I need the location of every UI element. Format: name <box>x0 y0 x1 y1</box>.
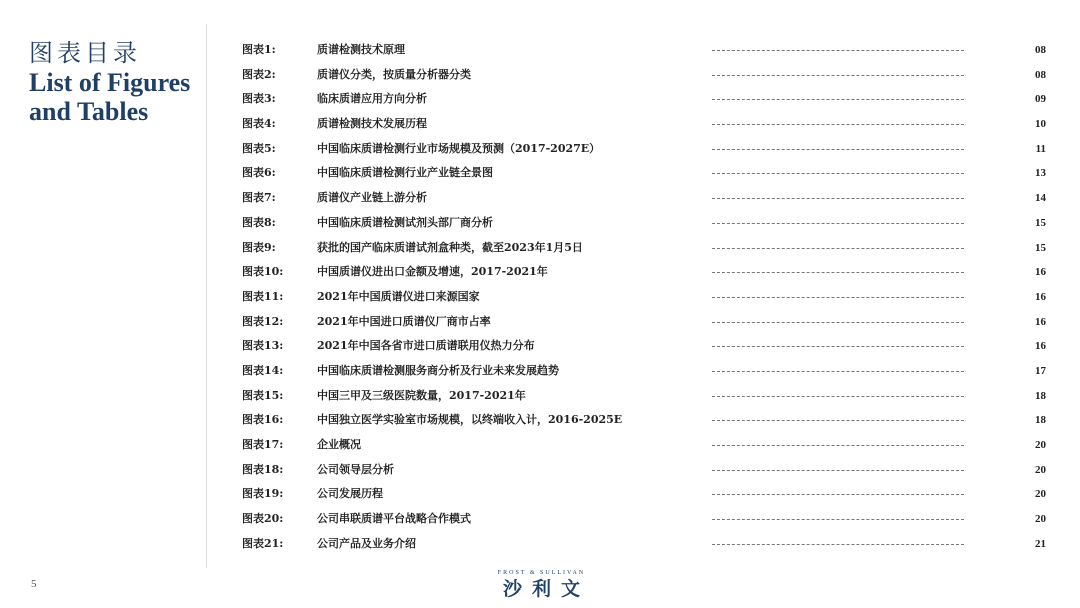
figure-page: 18 <box>1035 389 1046 402</box>
figure-number: 图表5: <box>242 141 276 155</box>
figure-title: 临床质谱应用方向分析 <box>317 92 427 106</box>
figure-page: 15 <box>1035 241 1046 254</box>
list-item[interactable] <box>242 334 1048 359</box>
figure-title: 质谱仪产业链上游分析 <box>317 191 427 205</box>
figure-title: 公司领导层分析 <box>317 462 394 476</box>
title-chinese: 图表目录 <box>29 39 141 67</box>
list-item[interactable] <box>242 384 1048 409</box>
list-item[interactable] <box>242 87 1048 112</box>
figure-page: 20 <box>1035 513 1046 526</box>
figure-title: 2021年中国进口质谱仪厂商市占率 <box>317 314 491 328</box>
leader-dots <box>712 99 964 100</box>
list-item[interactable] <box>242 507 1048 532</box>
figure-page: 20 <box>1035 439 1046 451</box>
list-item[interactable] <box>242 137 1048 162</box>
figure-title: 质谱检测技术发展历程 <box>317 117 427 131</box>
list-item[interactable] <box>242 236 1048 261</box>
figure-title: 获批的国产临床质谱试剂盒种类，截至2023年1月5日 <box>317 240 583 254</box>
figure-number: 图表4: <box>242 117 276 131</box>
title-english-line2: and Tables <box>29 97 149 126</box>
figure-page: 14 <box>1035 192 1046 205</box>
figure-page: 11 <box>1035 142 1046 155</box>
leader-dots <box>712 50 964 51</box>
figure-number: 图表16: <box>242 413 284 427</box>
figure-page: 13 <box>1035 167 1046 180</box>
leader-dots <box>712 198 964 199</box>
figure-title: 中国三甲及三级医院数量，2017-2021年 <box>317 388 526 402</box>
figure-number: 图表21: <box>242 536 284 550</box>
list-item[interactable] <box>242 458 1048 483</box>
figure-number: 图表14: <box>242 363 284 377</box>
leader-dots <box>712 470 964 471</box>
figure-page: 16 <box>1035 266 1046 279</box>
leader-dots <box>712 149 964 150</box>
leader-dots <box>712 297 964 298</box>
list-item[interactable] <box>242 211 1048 236</box>
figure-title: 中国质谱仪进出口金额及增速，2017-2021年 <box>317 265 548 279</box>
figure-page: 20 <box>1035 463 1046 476</box>
figure-title: 质谱仪分类，按质量分析器分类 <box>317 67 471 81</box>
figure-title: 中国临床质谱检测试剂头部厂商分析 <box>317 215 493 229</box>
leader-dots <box>712 124 964 125</box>
list-item[interactable] <box>242 433 1048 458</box>
figure-number: 图表11: <box>242 289 284 303</box>
figure-number: 图表13: <box>242 339 284 353</box>
figure-number: 图表8: <box>242 215 276 229</box>
figure-number: 图表19: <box>242 487 284 501</box>
title-english-line1: List of Figures <box>29 68 191 97</box>
vertical-divider <box>206 24 207 568</box>
figure-number: 图表20: <box>242 512 284 526</box>
figure-number: 图表12: <box>242 314 284 328</box>
list-item[interactable] <box>242 285 1048 310</box>
list-item[interactable] <box>242 408 1048 433</box>
leader-dots <box>712 494 964 495</box>
leader-dots <box>712 396 964 397</box>
figure-number: 图表3: <box>242 92 276 106</box>
leader-dots <box>712 346 964 347</box>
leader-dots <box>712 445 964 446</box>
figure-title: 中国独立医学实验室市场规模，以终端收入计，2016-2025E <box>317 413 623 427</box>
leader-dots <box>712 173 964 174</box>
list-item[interactable] <box>242 186 1048 211</box>
figure-title: 中国临床质谱检测行业市场规模及预测（2017-2027E） <box>317 141 601 155</box>
frost-sullivan-logo <box>484 569 599 601</box>
list-item[interactable] <box>242 112 1048 137</box>
figure-title: 公司产品及业务介绍 <box>317 536 416 550</box>
list-item[interactable] <box>242 482 1048 507</box>
logo-chinese-text: 沙利文 <box>502 578 590 600</box>
figure-page: 08 <box>1035 68 1046 81</box>
figure-title: 企业概况 <box>317 438 361 451</box>
figure-page: 16 <box>1035 315 1046 328</box>
logo-english-text: FROST & SULLIVAN <box>497 570 586 576</box>
leader-dots <box>712 223 964 224</box>
figure-page: 10 <box>1035 118 1046 131</box>
figure-page: 17 <box>1035 364 1046 377</box>
list-item[interactable] <box>242 63 1048 88</box>
page-number: 5 <box>31 578 37 590</box>
list-item[interactable] <box>242 359 1048 384</box>
figure-page: 16 <box>1035 340 1046 353</box>
list-item[interactable] <box>242 161 1048 186</box>
figure-title: 中国临床质谱检测行业产业链全景图 <box>317 166 493 180</box>
leader-dots <box>712 75 964 76</box>
figure-page: 15 <box>1035 216 1046 229</box>
figure-number: 图表15: <box>242 388 284 402</box>
figure-page: 21 <box>1035 537 1046 550</box>
figure-title: 公司发展历程 <box>317 487 383 501</box>
leader-dots <box>712 248 964 249</box>
figure-page: 09 <box>1035 93 1046 106</box>
page-title <box>29 38 209 126</box>
figure-title: 2021年中国各省市进口质谱联用仪热力分布 <box>317 339 535 353</box>
figure-number: 图表17: <box>242 438 284 451</box>
figure-number: 图表7: <box>242 191 276 205</box>
list-item[interactable] <box>242 260 1048 285</box>
figure-number: 图表6: <box>242 166 276 180</box>
figure-title: 质谱检测技术原理 <box>317 43 405 56</box>
leader-dots <box>712 544 964 545</box>
figure-title: 中国临床质谱检测服务商分析及行业未来发展趋势 <box>317 363 559 377</box>
figure-page: 20 <box>1035 488 1046 501</box>
figure-page: 18 <box>1035 414 1046 427</box>
figure-number: 图表10: <box>242 265 284 279</box>
leader-dots <box>712 420 964 421</box>
figure-number: 图表18: <box>242 462 284 476</box>
leader-dots <box>712 322 964 323</box>
list-item[interactable] <box>242 532 1048 557</box>
figure-page: 08 <box>1035 44 1046 56</box>
figure-number: 图表1: <box>242 43 276 56</box>
list-item[interactable] <box>242 38 1048 63</box>
list-item[interactable] <box>242 310 1048 335</box>
leader-dots <box>712 519 964 520</box>
figure-list <box>242 38 1048 556</box>
leader-dots <box>712 272 964 273</box>
figure-page: 16 <box>1035 290 1046 303</box>
figure-number: 图表9: <box>242 240 276 254</box>
figure-title: 2021年中国质谱仪进口来源国家 <box>317 289 480 303</box>
leader-dots <box>712 371 964 372</box>
figure-title: 公司串联质谱平台战略合作模式 <box>317 512 471 526</box>
figure-number: 图表2: <box>242 67 276 81</box>
